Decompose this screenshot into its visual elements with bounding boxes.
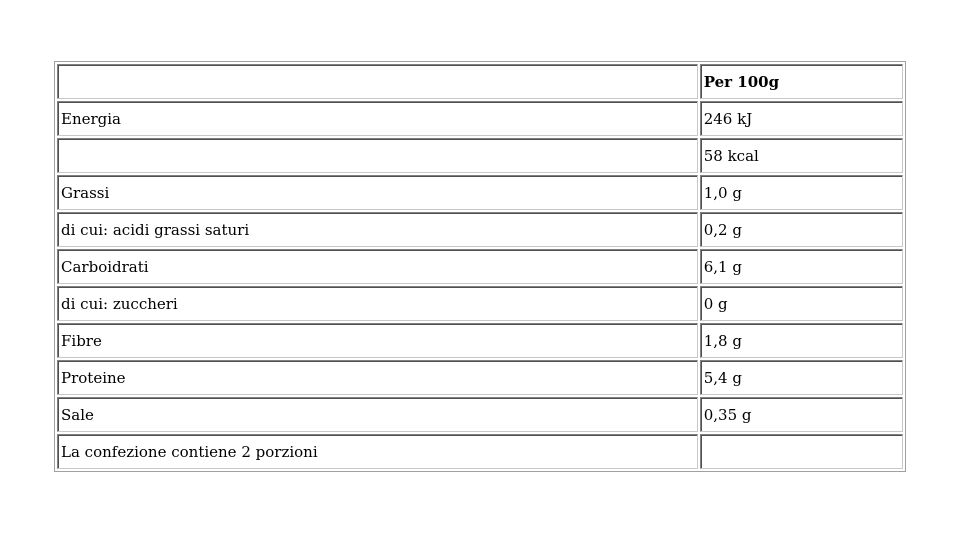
nutrient-value (700, 434, 903, 469)
header-value-cell: Per 100g (700, 64, 903, 99)
nutrient-label: Fibre (57, 323, 698, 358)
nutrient-label: Grassi (57, 175, 698, 210)
table-row (57, 101, 903, 136)
header-label-cell (57, 64, 698, 99)
nutrient-label: La confezione contiene 2 porzioni (57, 434, 698, 469)
table-row (57, 286, 903, 321)
nutrient-label (57, 138, 698, 173)
table-header-row (57, 64, 903, 99)
nutrient-label: Carboidrati (57, 249, 698, 284)
nutrient-value: 5,4 g (700, 360, 903, 395)
table-row (57, 397, 903, 432)
nutrient-label: di cui: acidi grassi saturi (57, 212, 698, 247)
nutrient-label: Energia (57, 101, 698, 136)
nutrient-label: di cui: zuccheri (57, 286, 698, 321)
nutrient-value: 0 g (700, 286, 903, 321)
nutrient-value: 1,8 g (700, 323, 903, 358)
nutrient-value: 0,35 g (700, 397, 903, 432)
nutrient-label: Sale (57, 397, 698, 432)
table-row (57, 434, 903, 469)
table-row (57, 212, 903, 247)
table-row (57, 138, 903, 173)
table-row (57, 249, 903, 284)
table-row (57, 175, 903, 210)
nutrition-table (54, 61, 906, 472)
nutrient-value: 58 kcal (700, 138, 903, 173)
nutrient-value: 1,0 g (700, 175, 903, 210)
table-row (57, 360, 903, 395)
nutrient-label: Proteine (57, 360, 698, 395)
table-row (57, 323, 903, 358)
nutrient-value: 0,2 g (700, 212, 903, 247)
nutrient-value: 6,1 g (700, 249, 903, 284)
nutrient-value: 246 kJ (700, 101, 903, 136)
